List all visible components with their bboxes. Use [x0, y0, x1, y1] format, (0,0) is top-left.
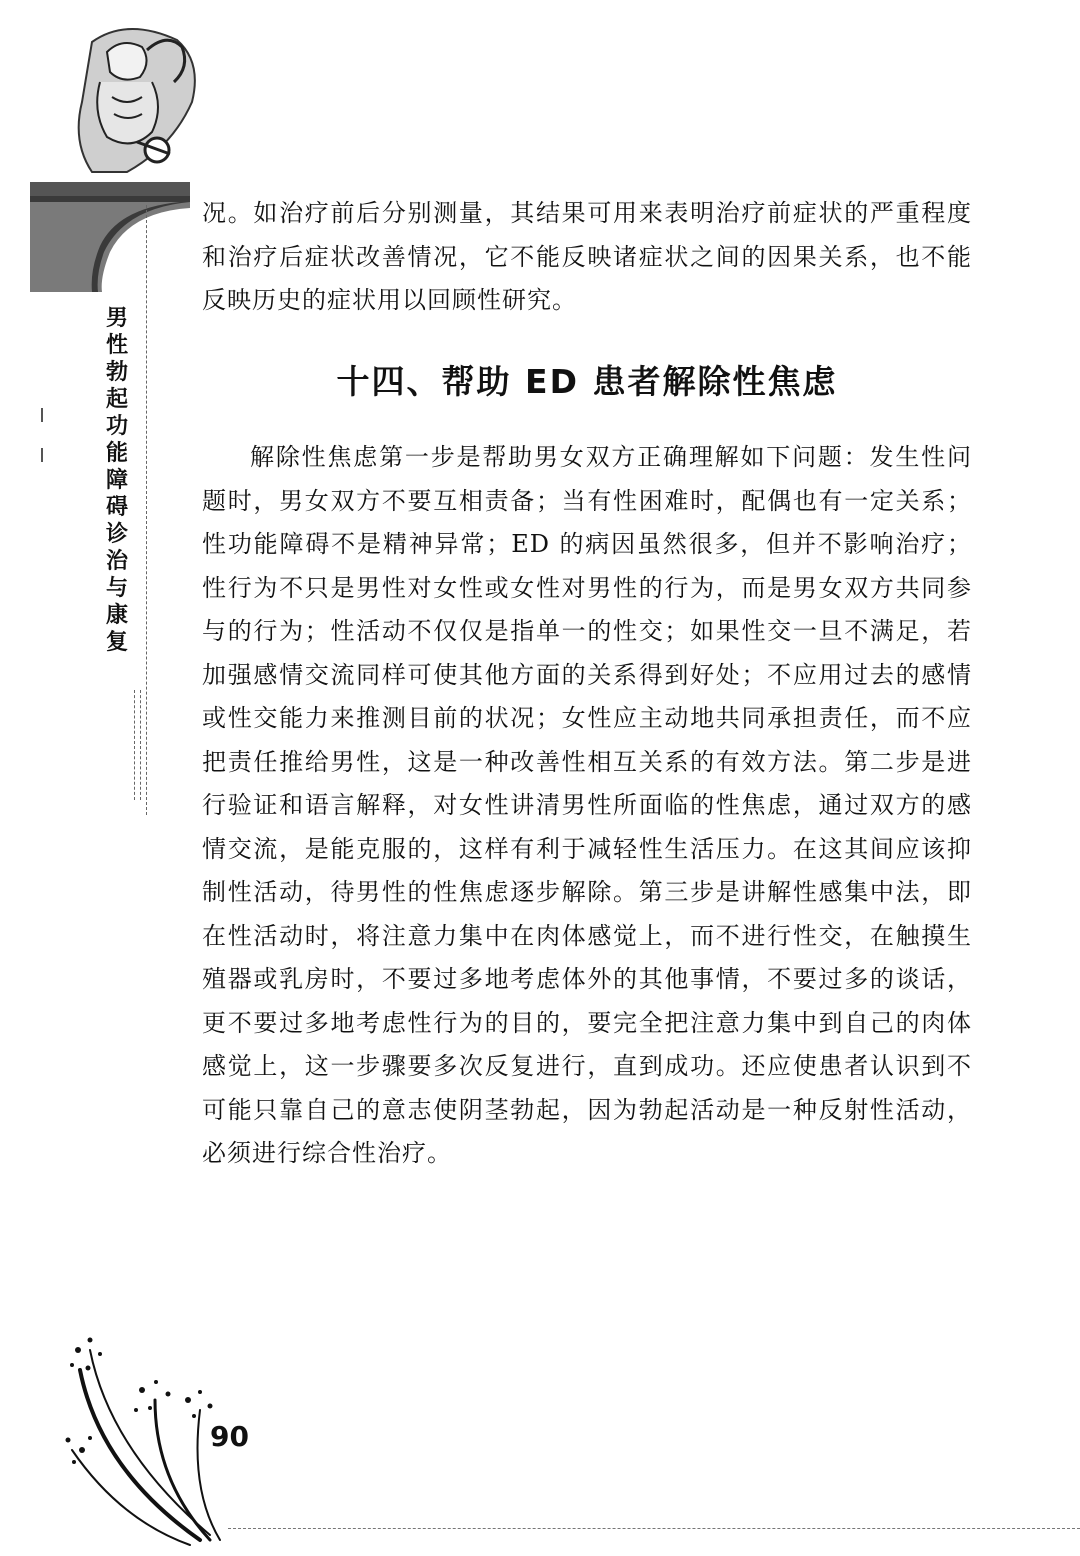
margin-rule	[140, 690, 141, 800]
margin-rule	[134, 690, 135, 800]
margin-tick	[41, 408, 43, 422]
strongman-illustration-icon	[52, 22, 202, 182]
header-decoration	[30, 182, 190, 292]
section-heading: 十四、帮助 ED 患者解除性焦虑	[336, 362, 838, 401]
footer-rule	[228, 1528, 1080, 1529]
margin-rule	[146, 205, 147, 815]
continuation-paragraph: 况。如治疗前后分别测量，其结果可用来表明治疗前症状的严重程度和治疗后症状改善情况，它不能反映诸症状之间的因果关系，也不能反映历史的症状用以回顾性研究。	[202, 199, 972, 314]
book-title-vertical: 男 性 勃 起 功 能 障 碍 诊 治 与 康 复	[105, 306, 128, 655]
margin-tick	[41, 448, 43, 462]
page-number: 90	[210, 1420, 249, 1453]
main-paragraph: 解除性焦虑第一步是帮助男女双方正确理解如下问题：发生性问题时，男女双方不要互相责备；当有性困难时，配偶也有一定关系；性功能障碍不是精神异常；ED 的病因虽然很多，但并不影响治疗；性行为不只是男性对女性或女性对男性的行为，而是男女双方共同参与的行为；性活动不仅仅是指单一的性交；如果性交一旦不满足，若加强感情交流同样可使其他方面的关系得到好处；不应用过去的感情或性交能力来推测目前的状况；女性应主动地共同承担责任，而不应把责任推给男性，这是一种改善性相互关系的有效方法。第二步是进行验证和语言解释，对女性讲清男性所面临的性焦虑，通过双方的感情交流，是能克服的，这样有利于减轻性生活压力。在这其间应该抑制性活动，待男性的性焦虑逐步解除。第三步是讲解性感集中法，即在性活动时，将注意力集中在肉体感觉上，而不进行性交，在触摸生殖器或乳房时，不要过多地考虑体外的其他事情，不要过多的谈话，更不要过多地考虑性行为的目的，要完全把注意力集中到自己的肉体感觉上，这一步骤要多次反复进行，直到成功。还应使患者认识到不可能只靠自己的意志使阴茎勃起，因为勃起活动是一种反射性活动，必须进行综合性治疗。	[202, 443, 972, 1167]
